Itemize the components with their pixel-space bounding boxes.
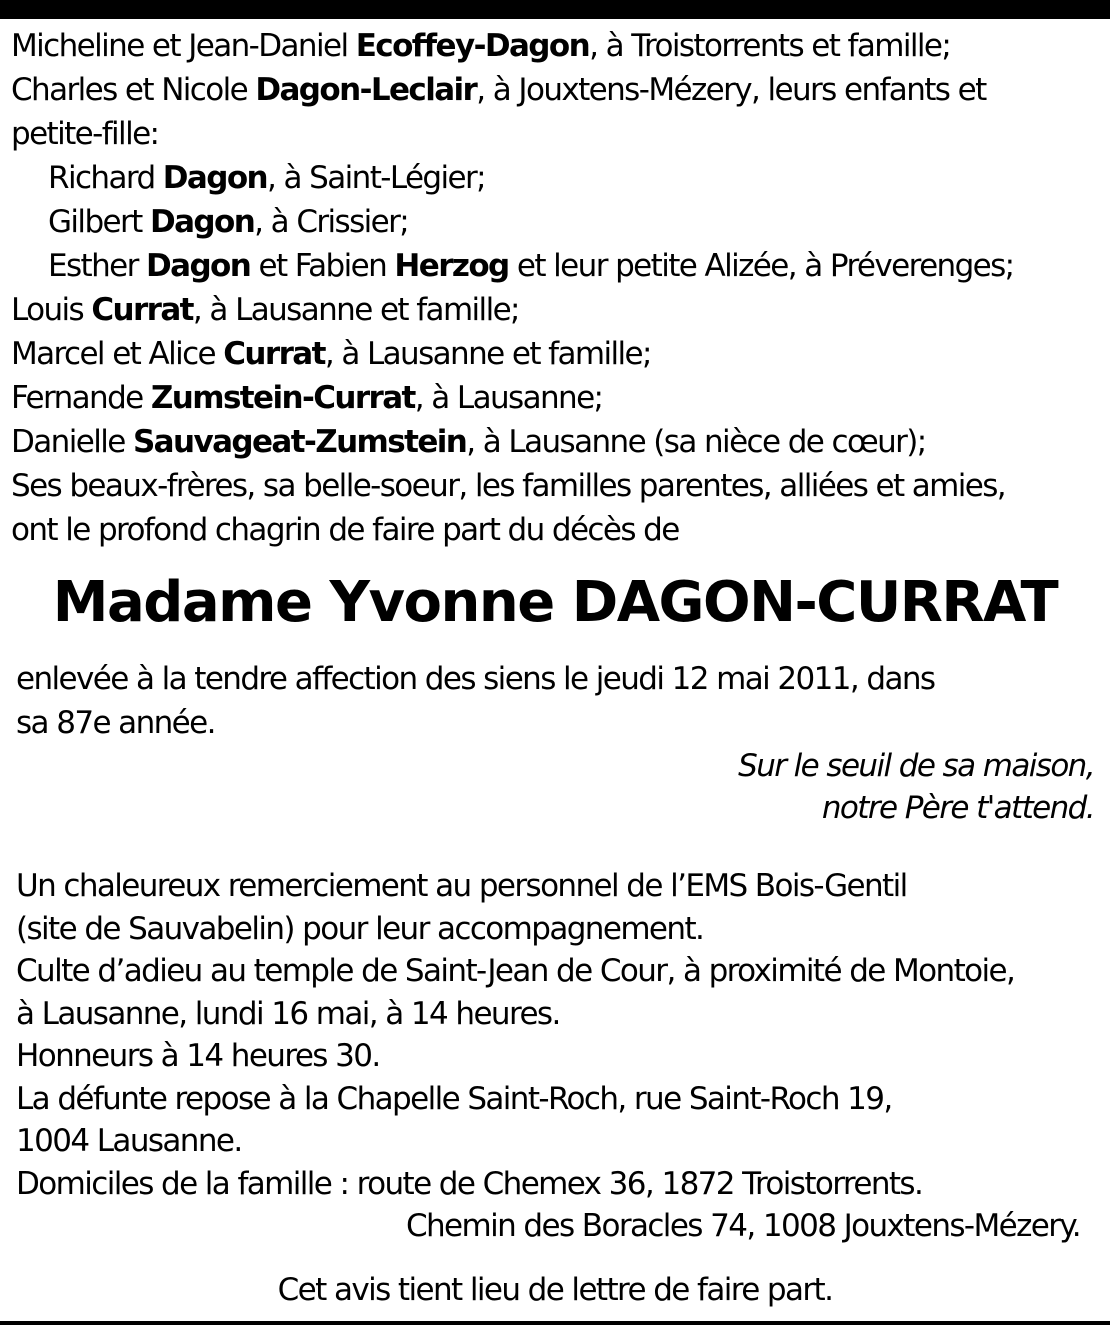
family-line-10: Danielle Sauvageat-Zumstein, à Lausanne (sa nièce de cœur); (11, 424, 926, 460)
family-surname: Ecoffey-Dagon (355, 28, 590, 64)
info-line: Domiciles de la famille : route de Chemex 36, 1872 Troistorrents. (16, 1165, 923, 1202)
service-information (16, 865, 1096, 1248)
family-line-8: Marcel et Alice Currat, à Lausanne et famille; (11, 336, 651, 372)
info-line: Honneurs à 14 heures 30. (16, 1038, 380, 1074)
top-border-rule (0, 0, 1110, 19)
family-surname: Zumstein-Currat (150, 380, 415, 416)
info-line: Culte d’adieu au temple de Saint-Jean de Cour, à proximité de Montoie, (16, 953, 1015, 989)
info-line: (site de Sauvabelin) pour leur accompagnement. (16, 910, 704, 947)
bottom-border-rule (0, 1321, 1110, 1325)
verse-line: notre Père t'attend. (821, 790, 1094, 826)
verse-line: Sur le seuil de sa maison, (738, 748, 1094, 784)
family-line-5: Gilbert Dagon, à Crissier; (48, 204, 409, 240)
family-line-3: petite-fille: (11, 116, 159, 152)
death-announcement (16, 657, 1096, 745)
family-surname: Dagon (162, 160, 267, 196)
verse-quote (738, 745, 1094, 829)
family-surname: Dagon (146, 248, 251, 284)
family-surname: Currat (91, 292, 193, 328)
deceased-name: Madame Yvonne DAGON-CURRAT (52, 570, 1058, 635)
intro-line: sa 87e année. (16, 705, 215, 741)
family-surname: Dagon-Leclair (255, 72, 477, 108)
family-line-2: Charles et Nicole Dagon-Leclair, à Jouxtens-Mézery, leurs enfants et (11, 72, 986, 108)
family-surname: Currat (223, 336, 325, 372)
family-line-4: Richard Dagon, à Saint-Légier; (48, 160, 485, 196)
family-line-7: Louis Currat, à Lausanne et famille; (11, 292, 519, 328)
family-line-1: Micheline et Jean-Daniel Ecoffey-Dagon, à Troistorrents et famille; (11, 28, 951, 64)
family-line-6: Esther Dagon et Fabien Herzog et leur petite Alizée, à Préverenges; (48, 248, 1014, 284)
family-line-9: Fernande Zumstein-Currat, à Lausanne; (11, 380, 603, 416)
family-line-11: Ses beaux-frères, sa belle-soeur, les familles parentes, alliées et amies, (11, 468, 1006, 504)
family-surname: Herzog (394, 248, 509, 284)
family-line-12: ont le profond chagrin de faire part du décès de (11, 512, 679, 548)
info-line: Chemin des Boracles 74, 1008 Jouxtens-Mézery. (405, 1208, 1080, 1244)
family-list (11, 24, 1106, 552)
closing-note: Cet avis tient lieu de lettre de faire part. (277, 1272, 833, 1308)
info-line: 1004 Lausanne. (16, 1123, 242, 1159)
info-line: Un chaleureux remerciement au personnel de l’EMS Bois-Gentil (16, 868, 907, 904)
info-line: à Lausanne, lundi 16 mai, à 14 heures. (16, 995, 560, 1032)
family-surname: Dagon (149, 204, 255, 240)
intro-line: enlevée à la tendre affection des siens le jeudi 12 mai 2011, dans (16, 661, 935, 697)
info-line: La défunte repose à la Chapelle Saint-Roch, rue Saint-Roch 19, (16, 1080, 892, 1117)
family-surname: Sauvageat-Zumstein (132, 424, 467, 460)
